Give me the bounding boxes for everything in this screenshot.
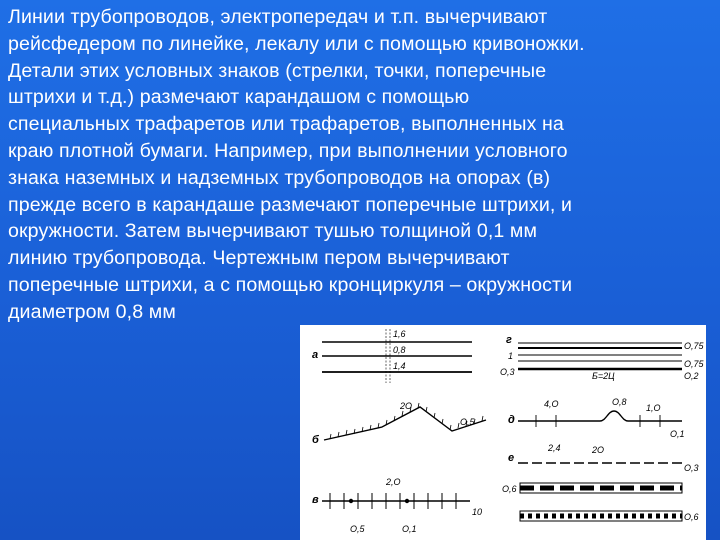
panel-b-dim-2: O,5 <box>460 417 475 427</box>
panel-b-label: б <box>312 434 319 446</box>
panel-v-dim-4: 10 <box>472 507 483 517</box>
panel-g-label: г <box>506 334 512 346</box>
panel-b-dim-1: 2O <box>400 401 413 411</box>
panel-d <box>508 397 685 439</box>
panel-zh <box>502 483 699 522</box>
panel-b <box>312 401 486 446</box>
panel-e-dim-3: O,3 <box>684 463 699 473</box>
panel-v-dim-1: 2,O <box>386 477 401 487</box>
panel-v-dim-3: O,1 <box>402 524 417 534</box>
panel-g-dim-1: 1 <box>508 351 514 361</box>
panel-v-dim-2: O,5 <box>350 524 365 534</box>
panel-d-dim-3: 1,O <box>646 403 661 413</box>
panel-a-dim-middle: 0,8 <box>393 345 406 355</box>
pipeline-symbols-figure <box>300 325 706 540</box>
panel-v-label: в <box>312 494 319 506</box>
panel-a-dim-top: 1,6 <box>393 329 406 339</box>
panel-g-dim-3: O,75 <box>684 341 704 351</box>
panel-a <box>312 329 472 383</box>
panel-g <box>500 334 705 381</box>
panel-zh-dim-2: O,6 <box>684 512 699 522</box>
panel-e-label: е <box>508 452 515 464</box>
panel-g-dim-2: O,3 <box>500 367 515 377</box>
figure-drawing <box>300 325 706 540</box>
panel-g-dim-4: O,75 <box>684 359 704 369</box>
panel-v <box>312 477 482 534</box>
panel-v-circle-2 <box>405 499 409 503</box>
panel-a-dim-bottom: 1,4 <box>393 361 406 371</box>
panel-e <box>508 443 699 473</box>
panel-d-dim-4: O,1 <box>670 429 685 439</box>
panel-g-dim-6: Б=2Ц <box>592 371 615 381</box>
panel-e-dim-1: 2,4 <box>548 443 561 453</box>
panel-d-label: д <box>508 414 515 426</box>
panel-zh-dim-1: O,6 <box>502 484 517 494</box>
panel-v-circle-1 <box>349 499 353 503</box>
panel-e-dim-2: 2O <box>592 445 605 455</box>
panel-d-dim-1: 4,O <box>544 399 559 409</box>
slide-paragraph: Линии трубопроводов, электропередач и т.п. вычерчивают рейсфедером по линейке, лекалу или с помощью кривоножки. Детали этих условных знаков (стрелки, точки, поперечные штрихи и т.д.) размечают карандашом с помощью специальных трафаретов или трафаретов, выполненных на краю плотной бумаги. Например, при выполнении условного знака наземных и надземных трубопроводов на опорах (в) прежде всего в карандаше размечают поперечные штрихи, и окружности. Затем вычерчивают тушью толщиной 0,1 мм линию трубопровода. Чертежным пером вычерчивают поперечные штрихи, а с помощью кронциркуля – окружности диаметром 0,8 мм <box>8 6 585 323</box>
panel-g-dim-5: O,2 <box>684 371 699 381</box>
panel-d-dim-2: O,8 <box>612 397 627 407</box>
panel-a-label: а <box>312 349 319 361</box>
